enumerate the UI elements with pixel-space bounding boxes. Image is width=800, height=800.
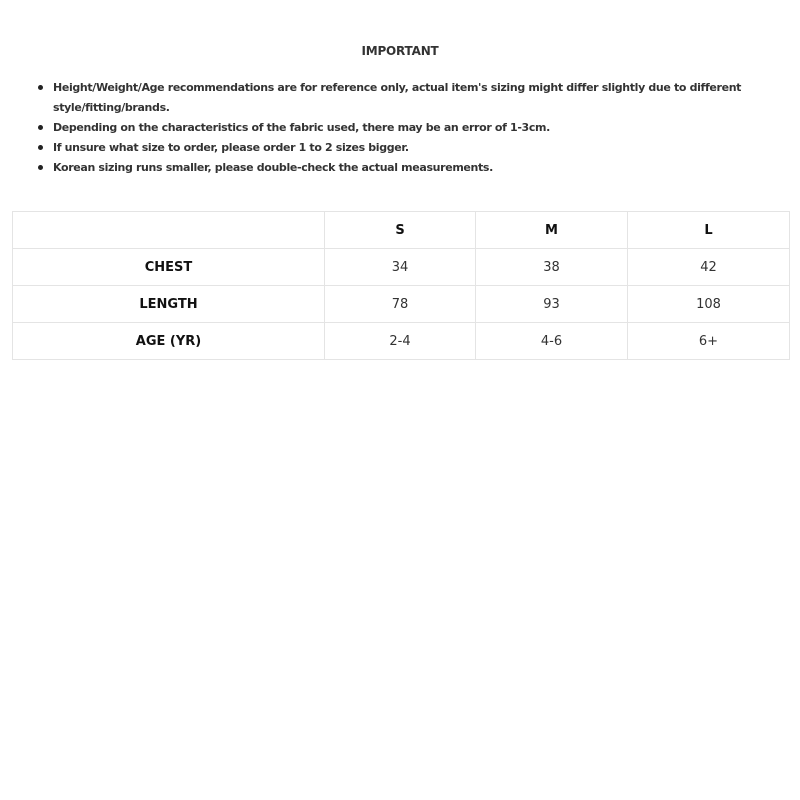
- table-header-row: [13, 212, 790, 249]
- table-row: [13, 286, 790, 323]
- header-cell-size-s: S: [325, 212, 476, 249]
- table-cell: 38: [476, 249, 628, 286]
- note-item: [38, 78, 758, 118]
- bullet-icon: [38, 145, 43, 150]
- table-cell: 42: [628, 249, 790, 286]
- table-cell: 6+: [628, 323, 790, 360]
- size-chart-table: [12, 211, 790, 360]
- table-cell: 4-6: [476, 323, 628, 360]
- header-cell-size-l: L: [628, 212, 790, 249]
- table-cell: 108: [628, 286, 790, 323]
- bullet-icon: [38, 165, 43, 170]
- row-label-length: LENGTH: [13, 286, 325, 323]
- header-cell-size-m: M: [476, 212, 628, 249]
- note-text: Korean sizing runs smaller, please double-check the actual measurements.: [53, 161, 493, 174]
- row-label-chest: CHEST: [13, 249, 325, 286]
- table-cell: 78: [325, 286, 476, 323]
- table-row: [13, 323, 790, 360]
- table-cell: 34: [325, 249, 476, 286]
- notes-list: [38, 78, 758, 178]
- note-text: If unsure what size to order, please order 1 to 2 sizes bigger.: [53, 141, 409, 154]
- table-cell: 93: [476, 286, 628, 323]
- table-row: [13, 249, 790, 286]
- note-item: [38, 118, 758, 138]
- note-text: Height/Weight/Age recommendations are for reference only, actual item's sizing might differ slightly due to different style/fitting/brands.: [53, 81, 742, 114]
- bullet-icon: [38, 85, 43, 90]
- table-cell: 2-4: [325, 323, 476, 360]
- note-text: Depending on the characteristics of the fabric used, there may be an error of 1-3cm.: [53, 121, 550, 134]
- header-cell-empty: [13, 212, 325, 249]
- note-item: [38, 138, 758, 158]
- note-item: [38, 158, 758, 178]
- important-heading: IMPORTANT: [361, 44, 439, 58]
- bullet-icon: [38, 125, 43, 130]
- row-label-age: AGE (YR): [13, 323, 325, 360]
